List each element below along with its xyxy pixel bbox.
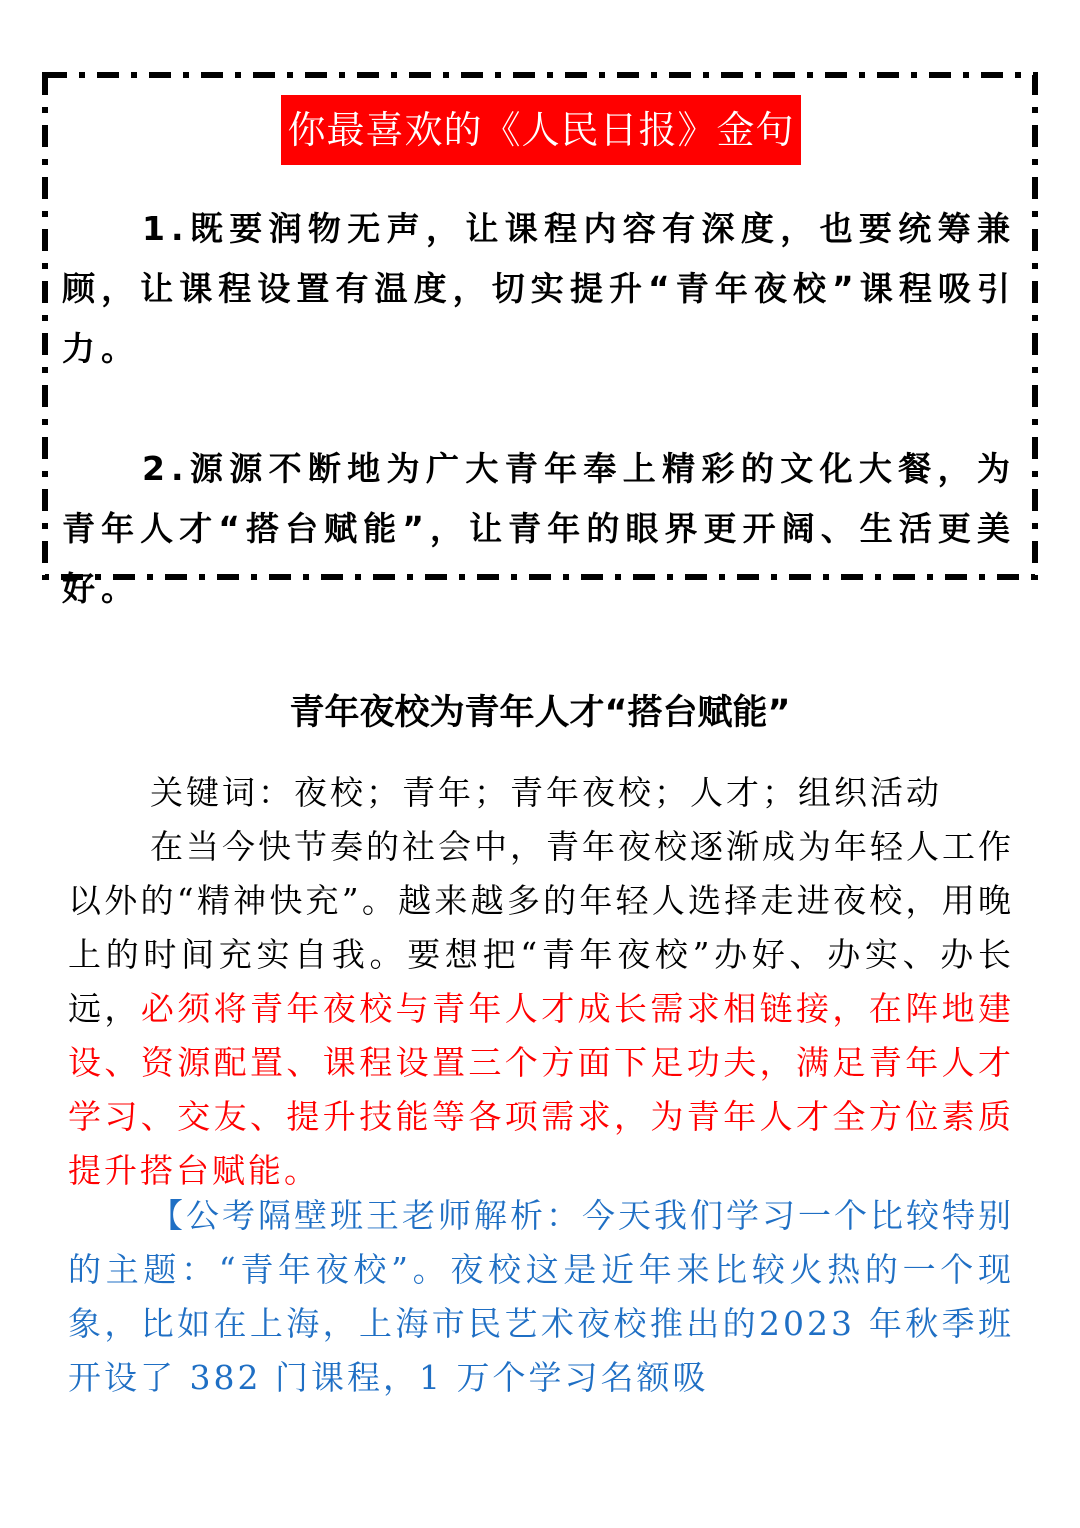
paragraph-emphasis-text: 必须将青年夜校与青年人才成长需求相链接，在阵地建设、资源配置、课程设置三个方面下足功夫，满足青年人才学习、交友、提升技能等各项需求，为青年人才全方位素质提升搭台赋能。 — [68, 989, 1015, 1190]
paragraph-plain-text: 在当今快节奏的社会中，青年夜校逐渐成为年轻人工作以外的“精神快充”。越来越多的年轻人选择走进夜校，用晚上的时间充实自我。要想把“青年夜校”办好、办实、办长远， — [68, 827, 1014, 1028]
quote-item-2: 2.源源不断地为广大青年奉上精彩的文化大餐，为青年人才“搭台赋能”，让青年的眼界更开阔、生活更美好。 — [62, 449, 1016, 608]
article-paragraph-1 — [68, 820, 1014, 1198]
quote-box — [42, 72, 1038, 608]
quote-item-1: 1.既要润物无声，让课程内容有深度，也要统筹兼顾，让课程设置有温度，切实提升“青年夜校”课程吸引力。 — [62, 209, 1016, 368]
article-keywords: 关键词：夜校；青年；青年夜校；人才；组织活动 — [150, 773, 942, 812]
analysis-paragraph: 【公考隔壁班王老师解析：今天我们学习一个比较特别的主题：“青年夜校”。夜校这是近年来比较火热的一个现象，比如在上海，上海市民艺术夜校推出的2023 年秋季班开设了 382 门课程，1 万个学习名额吸 — [68, 1196, 1014, 1397]
article-title: 青年夜校为青年人才“搭台赋能” — [289, 693, 791, 733]
quote-banner-title: 你最喜欢的《人民日报》金句 — [281, 95, 801, 165]
